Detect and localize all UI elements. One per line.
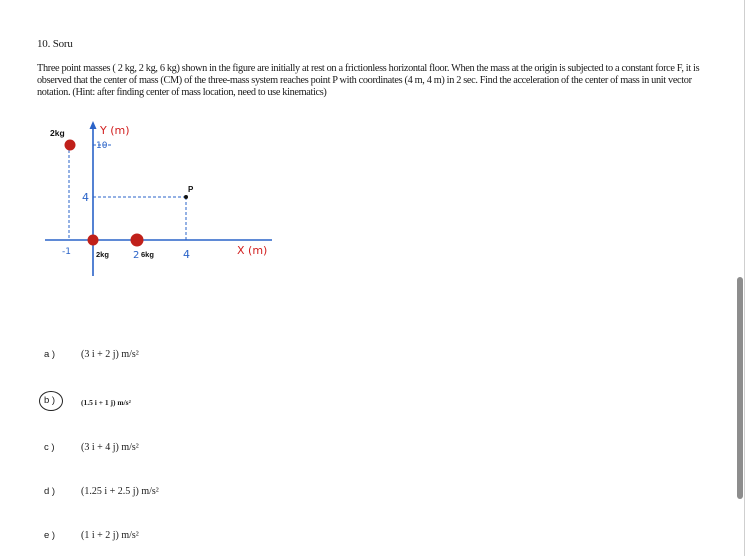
point-p-label: P <box>188 185 194 194</box>
question-text: Three point masses ( 2 kg, 2 kg, 6 kg) shown in the figure are initially at rest on a frictionless horizontal floor. When the mass at the origin is subjected to a constant force F, it is observed that the center of mass (CM) of the three-mass system reaches point P with coordinates (4 m, 4 m) in 2 sec. Find the acceleration of the center of mass in unit vector notation. (Hint: after finding center of mass location, need to use kinematics) <box>37 63 700 98</box>
option-text: (3 i + 4 j) m/s² <box>81 442 139 453</box>
x-tick-neg1: -1 <box>62 247 71 257</box>
scrollbar-thumb[interactable] <box>737 277 743 499</box>
y-axis-arrow <box>90 121 97 129</box>
mass-origin-label: 2kg <box>96 250 109 259</box>
mass-top <box>65 140 76 151</box>
point-p <box>184 195 188 199</box>
mass-top-label: 2kg <box>50 128 65 138</box>
mass-diagram <box>40 118 290 278</box>
option-letter: c ) <box>44 442 55 453</box>
x-tick-4: 4 <box>183 248 190 261</box>
x-axis-label: X (m) <box>237 244 268 257</box>
option-text: (1.5 i + 1 j) m/s² <box>81 398 131 407</box>
option-letter: d ) <box>44 486 56 497</box>
mass-right <box>131 234 144 247</box>
question-title: 10. Soru <box>37 38 73 50</box>
option-letter: a ) <box>44 349 56 360</box>
mass-right-label: 6kg <box>141 250 154 259</box>
y-tick-4: 4 <box>82 191 89 204</box>
y-axis-label: Y (m) <box>100 124 130 137</box>
option-letter: e ) <box>44 530 56 541</box>
mass-origin <box>88 235 99 246</box>
y-tick-10: 10 <box>96 141 108 151</box>
option-text: (1.25 i + 2.5 j) m/s² <box>81 486 159 497</box>
option-text: (1 i + 2 j) m/s² <box>81 530 139 541</box>
x-tick-2: 2 <box>133 250 140 261</box>
option-text: (3 i + 2 j) m/s² <box>81 349 139 360</box>
option-letter: b ) <box>44 395 56 406</box>
